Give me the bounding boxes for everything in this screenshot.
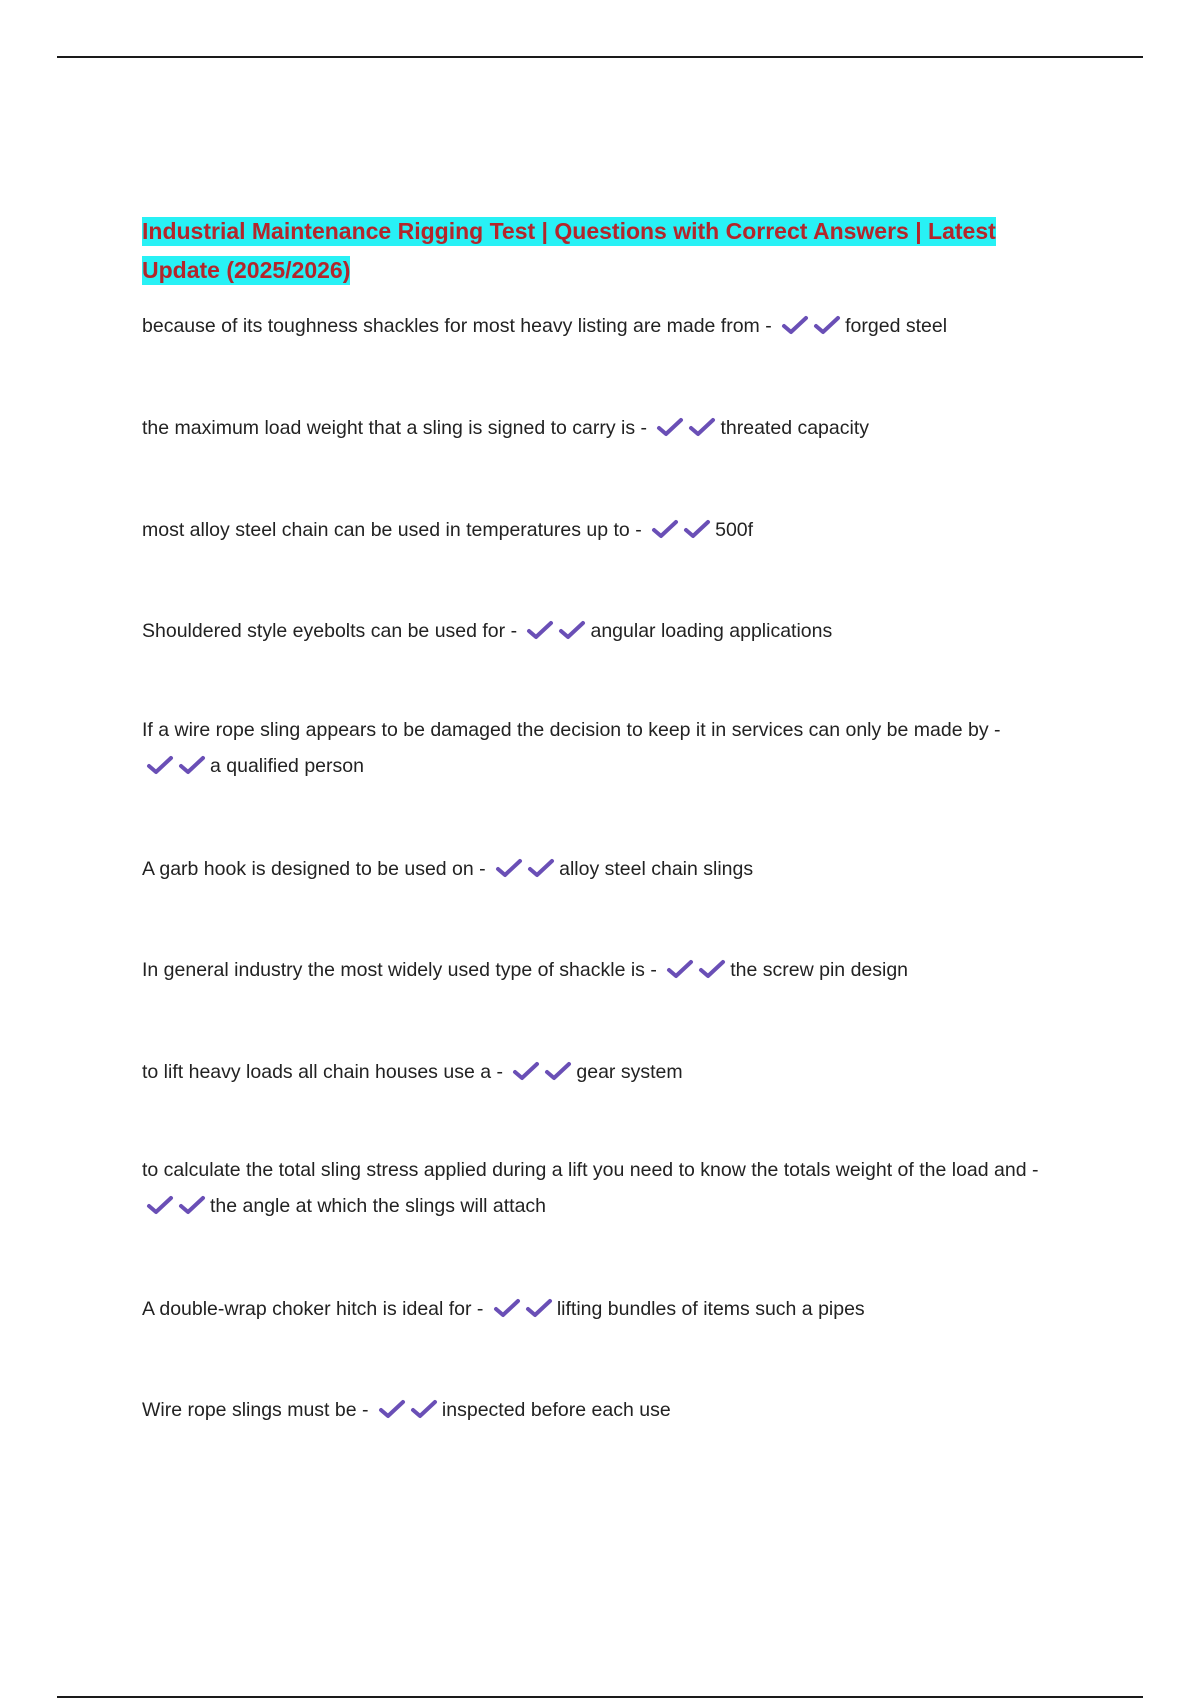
question-text: If a wire rope sling appears to be damaged the decision to keep it in services can only be made by - (142, 719, 1001, 741)
top-rule (57, 56, 1143, 58)
check-mark-icon (656, 413, 718, 449)
answer-text: inspected before each use (441, 1399, 671, 1421)
answer-text: angular loading applications (590, 620, 833, 642)
qa-item (142, 512, 1057, 551)
check-mark-icon (378, 1395, 440, 1431)
answer-text: a qualified person (210, 755, 364, 777)
answer-text: 500f (715, 519, 754, 541)
check-mark-icon (781, 311, 843, 347)
check-mark-icon (666, 955, 728, 991)
check-mark-icon (526, 616, 588, 652)
answer-text: alloy steel chain slings (559, 858, 754, 880)
check-mark-icon (146, 1191, 208, 1227)
qa-item (142, 1291, 1057, 1330)
answer-text: forged steel (845, 315, 948, 337)
qa-item (142, 712, 1057, 787)
title-highlight: Industrial Maintenance Rigging Test | Questions with Correct Answers | Latest Update (2025/2026) (142, 218, 996, 283)
qa-item (142, 613, 1057, 652)
qa-item (142, 1054, 1057, 1093)
qa-item (142, 851, 1057, 890)
question-text: Shouldered style eyebolts can be used for - (142, 620, 518, 642)
qa-item (142, 1392, 1057, 1431)
qa-item (142, 308, 1057, 347)
answer-text: the screw pin design (730, 959, 909, 981)
question-text: to lift heavy loads all chain houses use a - (142, 1061, 503, 1083)
qa-item (142, 410, 1057, 449)
check-mark-icon (146, 751, 208, 787)
question-text: Wire rope slings must be - (142, 1399, 369, 1421)
question-text: because of its toughness shackles for most heavy listing are made from - (142, 315, 772, 337)
document-title (142, 212, 1057, 290)
check-mark-icon (495, 854, 557, 890)
document-body (142, 212, 1057, 1421)
answer-text: gear system (576, 1061, 683, 1083)
check-mark-icon (651, 515, 713, 551)
qa-item (142, 1152, 1057, 1227)
question-text: the maximum load weight that a sling is signed to carry is - (142, 417, 648, 439)
question-text: most alloy steel chain can be used in temperatures up to - (142, 519, 642, 541)
check-mark-icon (512, 1057, 574, 1093)
question-text: In general industry the most widely used type of shackle is - (142, 959, 657, 981)
question-text: A garb hook is designed to be used on - (142, 858, 486, 880)
answer-text: lifting bundles of items such a pipes (556, 1298, 865, 1320)
question-text: to calculate the total sling stress applied during a lift you need to know the totals weight of the load and - (142, 1159, 1039, 1181)
qa-item (142, 952, 1057, 991)
answer-text: threated capacity (720, 417, 869, 439)
check-mark-icon (493, 1294, 555, 1330)
answer-text: the angle at which the slings will attach (210, 1195, 547, 1217)
question-text: A double-wrap choker hitch is ideal for - (142, 1298, 484, 1320)
bottom-rule (57, 1696, 1143, 1698)
